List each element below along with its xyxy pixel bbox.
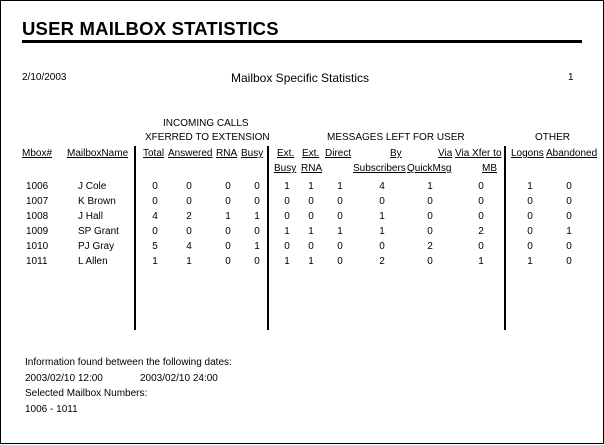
cell-direct: 0 [337, 241, 343, 252]
cell-busy: 0 [254, 181, 260, 192]
cell-mbox: 1009 [26, 226, 49, 237]
cell-busy: 1 [254, 211, 260, 222]
cell-direct: 0 [337, 196, 343, 207]
cell-name: L Allen [78, 256, 108, 267]
header-ext-busy-2: Busy [274, 163, 297, 174]
header-ext-rna-2: RNA [301, 163, 323, 174]
cell-via-xfer: 1 [478, 256, 484, 267]
report-date: 2/10/2003 [22, 72, 67, 83]
cell-busy: 0 [254, 256, 260, 267]
cell-answered: 0 [186, 226, 192, 237]
footer-selected-label: Selected Mailbox Numbers: [25, 388, 148, 399]
cell-busy: 0 [254, 196, 260, 207]
cell-direct: 1 [337, 181, 343, 192]
cell-total: 4 [152, 211, 158, 222]
header-by-subscribers-1: By [390, 148, 402, 159]
header-rna: RNA [216, 148, 238, 159]
cell-by-subs: 1 [379, 226, 385, 237]
header-via-quickmsg-2: QuickMsg [407, 163, 452, 174]
cell-abandoned: 0 [566, 241, 572, 252]
group-other: OTHER [535, 132, 570, 143]
cell-busy: 0 [254, 226, 260, 237]
header-ext-busy-1: Ext. [277, 148, 295, 159]
cell-answered: 0 [186, 181, 192, 192]
cell-by-subs: 0 [379, 196, 385, 207]
cell-answered: 0 [186, 196, 192, 207]
cell-via-qm: 0 [427, 196, 433, 207]
cell-logons: 0 [527, 226, 533, 237]
cell-via-qm: 0 [427, 226, 433, 237]
cell-name: PJ Gray [78, 241, 115, 252]
header-direct: Direct [325, 148, 352, 159]
group-incoming-calls: INCOMING CALLS [163, 118, 249, 129]
cell-via-qm: 1 [427, 181, 433, 192]
cell-rna: 0 [225, 241, 231, 252]
cell-total: 0 [152, 226, 158, 237]
footer-date-from: 2003/02/10 12:00 [25, 373, 103, 384]
header-via-quickmsg-1: Via [438, 148, 453, 159]
header-logons: Logons [511, 148, 544, 159]
cell-via-xfer: 0 [478, 211, 484, 222]
cell-rna: 1 [225, 211, 231, 222]
cell-busy: 1 [254, 241, 260, 252]
cell-total: 0 [152, 196, 158, 207]
cell-total: 0 [152, 181, 158, 192]
page-number: 1 [568, 72, 574, 83]
cell-ext-busy: 0 [284, 211, 290, 222]
cell-ext-rna: 1 [308, 226, 314, 237]
header-ext-rna-1: Ext. [302, 148, 320, 159]
cell-logons: 0 [527, 241, 533, 252]
cell-ext-busy: 1 [284, 226, 290, 237]
cell-via-xfer: 0 [478, 196, 484, 207]
header-mbox: Mbox# [22, 148, 53, 159]
cell-mbox: 1006 [26, 181, 49, 192]
cell-by-subs: 4 [379, 181, 385, 192]
cell-direct: 0 [337, 211, 343, 222]
cell-ext-rna: 0 [308, 196, 314, 207]
separator-1 [134, 146, 136, 330]
group-xferred: XFERRED TO EXTENSION [145, 132, 270, 143]
cell-answered: 2 [186, 211, 192, 222]
title-rule [22, 40, 582, 43]
cell-by-subs: 2 [379, 256, 385, 267]
cell-logons: 1 [527, 256, 533, 267]
cell-name: J Hall [78, 211, 104, 222]
cell-ext-rna: 1 [308, 256, 314, 267]
cell-name: J Cole [78, 181, 107, 192]
cell-ext-busy: 1 [284, 256, 290, 267]
cell-ext-busy: 0 [284, 196, 290, 207]
report-subtitle: Mailbox Specific Statistics [231, 71, 370, 85]
cell-abandoned: 1 [566, 226, 572, 237]
cell-logons: 1 [527, 181, 533, 192]
footer-date-to: 2003/02/10 24:00 [140, 373, 218, 384]
cell-mbox: 1011 [26, 256, 48, 267]
header-busy: Busy [241, 148, 264, 159]
cell-via-xfer: 0 [478, 241, 484, 252]
cell-abandoned: 0 [566, 256, 572, 267]
header-by-subscribers-2: Subscribers [353, 163, 406, 174]
header-via-xfer-2: MB [482, 163, 497, 174]
cell-rna: 0 [225, 226, 231, 237]
cell-via-qm: 0 [427, 256, 433, 267]
cell-rna: 0 [225, 196, 231, 207]
cell-via-qm: 0 [427, 211, 433, 222]
cell-name: SP Grant [78, 226, 119, 237]
cell-mbox: 1010 [26, 241, 49, 252]
cell-by-subs: 1 [379, 211, 385, 222]
cell-logons: 0 [527, 196, 533, 207]
cell-mbox: 1007 [26, 196, 49, 207]
cell-mbox: 1008 [26, 211, 49, 222]
cell-via-xfer: 0 [478, 181, 484, 192]
header-total: Total [143, 148, 165, 159]
separator-3 [504, 146, 506, 330]
cell-name: K Brown [78, 196, 116, 207]
footer-info-label: Information found between the following dates: [25, 357, 232, 368]
cell-ext-rna: 1 [308, 181, 314, 192]
footer-range: 1006 - 1011 [25, 404, 78, 415]
cell-answered: 1 [186, 256, 192, 267]
header-via-xfer-1: Via Xfer to [455, 148, 502, 159]
cell-ext-rna: 0 [308, 211, 314, 222]
cell-via-qm: 2 [427, 241, 433, 252]
cell-rna: 0 [225, 256, 231, 267]
cell-logons: 0 [527, 211, 533, 222]
separator-2 [267, 146, 269, 330]
cell-rna: 0 [225, 181, 231, 192]
header-mailbox-name: MailboxName [67, 148, 129, 159]
cell-direct: 1 [337, 226, 343, 237]
group-messages-left: MESSAGES LEFT FOR USER [327, 132, 465, 143]
cell-by-subs: 0 [379, 241, 385, 252]
cell-total: 5 [152, 241, 158, 252]
cell-direct: 0 [337, 256, 343, 267]
cell-via-xfer: 2 [478, 226, 484, 237]
cell-ext-busy: 0 [284, 241, 290, 252]
header-answered: Answered [168, 148, 213, 159]
header-abandoned: Abandoned [546, 148, 598, 159]
cell-total: 1 [152, 256, 158, 267]
cell-ext-busy: 1 [284, 181, 290, 192]
cell-abandoned: 0 [566, 211, 572, 222]
report-title: USER MAILBOX STATISTICS [22, 18, 279, 39]
cell-ext-rna: 0 [308, 241, 314, 252]
cell-answered: 4 [186, 241, 192, 252]
cell-abandoned: 0 [566, 196, 572, 207]
cell-abandoned: 0 [566, 181, 572, 192]
